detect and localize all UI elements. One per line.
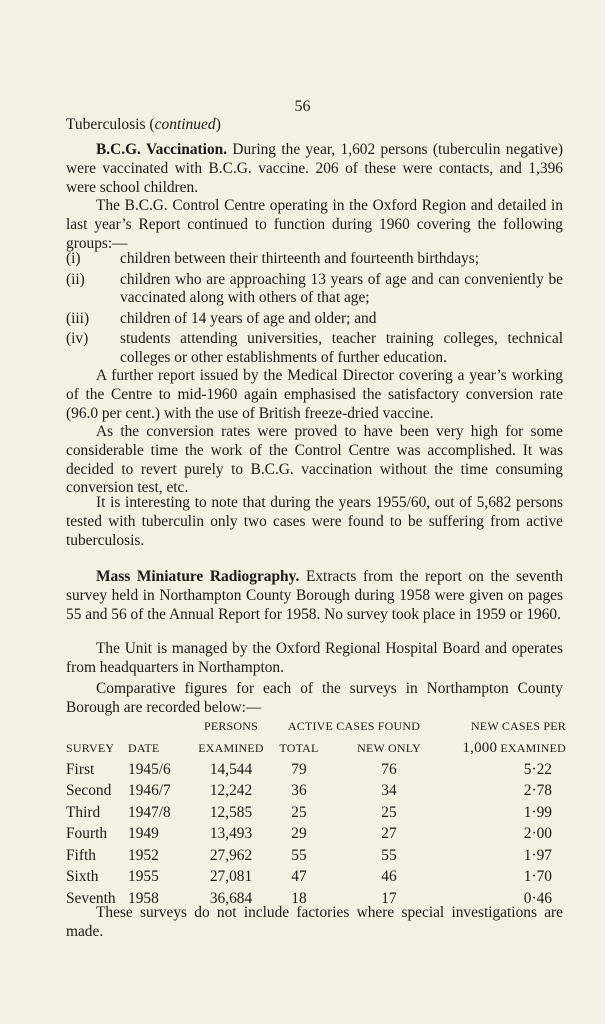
cell-rate: 1·70 bbox=[523, 868, 552, 886]
header-total: TOTAL bbox=[279, 740, 319, 755]
cell-total: 55 bbox=[291, 846, 307, 864]
section-heading-italic: continued bbox=[154, 116, 216, 133]
table-row bbox=[66, 802, 566, 824]
cell-examined: 13,493 bbox=[209, 825, 253, 843]
header-survey: SURVEY bbox=[66, 740, 115, 755]
list-item-number: (i) bbox=[66, 250, 81, 267]
cell-examined: 12,585 bbox=[209, 803, 253, 821]
bcg-paragraph-4: As the conversion rates were proved to have been very high for some considerable time the work of the Control Centre was accomplished. It was decided to revert purely to B.C.G. vaccination without the time consuming conversion test, etc. bbox=[66, 423, 563, 497]
list-item bbox=[66, 330, 563, 367]
cell-date: 1945/6 bbox=[128, 760, 171, 778]
cell-new-only: 34 bbox=[381, 782, 397, 800]
cell-date: 1947/8 bbox=[128, 803, 171, 821]
section-heading bbox=[66, 116, 221, 134]
header-persons: PERSONS bbox=[203, 719, 259, 734]
list-item-text: students attending universities, teacher training colleges, technical colleges or other establishments of further education. bbox=[120, 330, 563, 366]
header-date: DATE bbox=[128, 740, 160, 755]
list-item bbox=[66, 271, 563, 308]
cell-total: 36 bbox=[291, 782, 307, 800]
table-row bbox=[66, 845, 566, 867]
cell-survey: Fourth bbox=[66, 825, 108, 843]
header-examined: EXAMINED bbox=[198, 740, 264, 755]
table-header-row-bottom bbox=[66, 738, 566, 760]
cell-date: 1958 bbox=[128, 889, 159, 907]
cell-rate: 1·97 bbox=[523, 846, 552, 864]
list-item bbox=[66, 250, 563, 269]
cell-rate: 5·22 bbox=[523, 760, 552, 778]
mmr-paragraph-1 bbox=[66, 568, 563, 624]
cell-date: 1946/7 bbox=[128, 782, 171, 800]
header-per-number: 1,000 bbox=[462, 739, 498, 756]
cell-date: 1949 bbox=[128, 825, 159, 843]
header-per-word: EXAMINED bbox=[500, 740, 566, 755]
cell-survey: Seventh bbox=[66, 889, 116, 907]
bcg-paragraph-5: It is interesting to note that during the years 1955/60, out of 5,682 persons tested with tuberculin only two cases were found to be suffering from active tuberculosis. bbox=[66, 494, 563, 549]
section-heading-suffix: ) bbox=[215, 116, 221, 133]
list-item-text: children of 14 years of age and older; and bbox=[120, 309, 377, 327]
cell-total: 79 bbox=[291, 760, 307, 778]
cell-survey: Third bbox=[66, 803, 101, 821]
bcg-groups-list bbox=[66, 250, 563, 370]
bcg-paragraph-3: A further report issued by the Medical Director covering a year’s working of the Centre to mid-1960 again emphasised the satisfactory conversion rate (96.0 per cent.) with the use of British freeze-dried vaccine. bbox=[66, 367, 563, 422]
page-number: 56 bbox=[294, 98, 311, 115]
cell-examined: 12,242 bbox=[209, 782, 253, 800]
header-per-thousand bbox=[444, 738, 566, 760]
cell-new-only: 17 bbox=[381, 889, 397, 907]
cell-survey: Second bbox=[66, 782, 112, 800]
cell-survey: Fifth bbox=[66, 846, 96, 864]
cell-survey: First bbox=[66, 760, 95, 778]
cell-new-only: 27 bbox=[381, 825, 397, 843]
cell-examined: 36,684 bbox=[209, 889, 253, 907]
bcg-title: B.C.G. Vaccination. bbox=[96, 141, 228, 159]
cell-new-only: 25 bbox=[381, 803, 397, 821]
cell-rate: 0·46 bbox=[523, 889, 552, 907]
cell-rate: 1·99 bbox=[523, 803, 552, 821]
cell-total: 47 bbox=[291, 868, 307, 886]
list-item bbox=[66, 310, 563, 329]
cell-examined: 27,962 bbox=[209, 846, 253, 864]
mmr-paragraph-2: The Unit is managed by the Oxford Regional Hospital Board and operates from headquarters in Northampton. bbox=[66, 640, 563, 676]
list-item-text: children who are approaching 13 years of age and can conveniently be vaccinated along with others of that age; bbox=[120, 270, 563, 307]
table-row bbox=[66, 824, 566, 846]
table-header-row-top bbox=[66, 716, 566, 738]
table-row bbox=[66, 759, 566, 781]
cell-new-only: 46 bbox=[381, 868, 397, 886]
list-item-number: (iii) bbox=[66, 309, 90, 327]
mmr-paragraph-3: Comparative figures for each of the surveys in Northampton County Borough are recorded below:— bbox=[66, 680, 563, 716]
mmr-title: Mass Miniature Radiography. bbox=[96, 568, 300, 586]
cell-rate: 2·78 bbox=[523, 782, 552, 800]
cell-total: 29 bbox=[291, 825, 307, 843]
list-item-number: (iv) bbox=[66, 330, 89, 348]
mmr-p1-text: Extracts from the report on the seventh survey held in Northampton County Borough during 1958 were given on pages 55 and 56 of the Annual Report for 1958. No survey took place in 1959 or 1960. bbox=[66, 568, 563, 623]
header-new-cases: NEW CASES PER bbox=[470, 719, 566, 734]
cell-new-only: 55 bbox=[381, 846, 397, 864]
bcg-p1-text: During the year, 1,602 persons (tuberculin negative) were vaccinated with B.C.G. vaccine. 206 of these were contacts, and 1,396 were school children. bbox=[66, 141, 564, 196]
section-heading-prefix: Tuberculosis ( bbox=[66, 116, 155, 133]
cell-examined: 27,081 bbox=[209, 868, 253, 886]
cell-survey: Sixth bbox=[66, 868, 99, 886]
cell-examined: 14,544 bbox=[209, 760, 253, 778]
cell-date: 1952 bbox=[128, 846, 159, 864]
list-item-text: children between their thirteenth and fourteenth birthdays; bbox=[120, 250, 479, 267]
list-item-number: (ii) bbox=[66, 270, 85, 288]
bcg-paragraph-2: The B.C.G. Control Centre operating in the Oxford Region and detailed in last year’s Report continued to function during 1960 covering the following groups:— bbox=[66, 197, 563, 252]
header-active-cases: ACTIVE CASES FOUND bbox=[287, 719, 421, 734]
table-row bbox=[66, 781, 566, 803]
cell-date: 1955 bbox=[128, 868, 159, 886]
cell-total: 18 bbox=[291, 889, 307, 907]
survey-table bbox=[66, 716, 566, 910]
table-row bbox=[66, 867, 566, 889]
cell-rate: 2·00 bbox=[523, 825, 552, 843]
cell-total: 25 bbox=[291, 803, 307, 821]
bcg-paragraph-1 bbox=[66, 141, 563, 197]
header-new-only: NEW ONLY bbox=[357, 740, 421, 755]
mmr-paragraph-4: These surveys do not include factories where special investigations are made. bbox=[66, 904, 563, 940]
cell-new-only: 76 bbox=[381, 760, 397, 778]
